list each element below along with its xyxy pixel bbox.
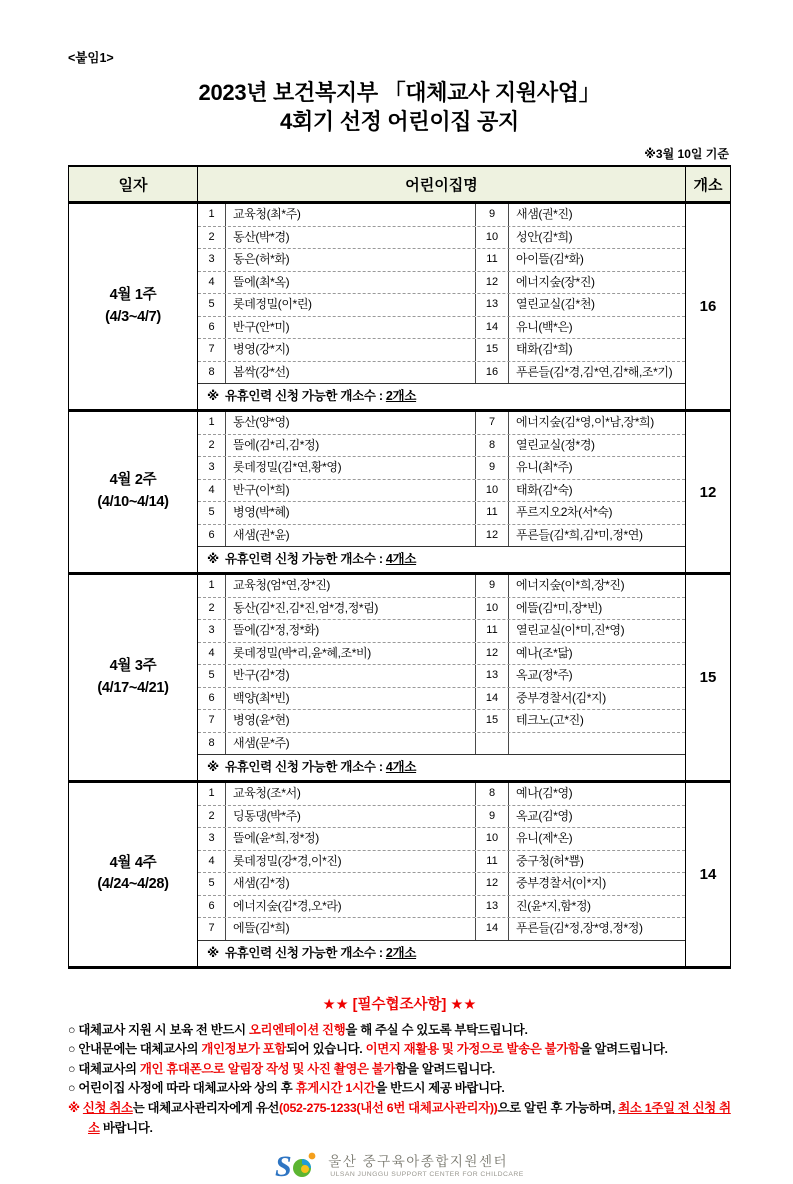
week-count: 14 — [699, 865, 717, 883]
notice-item — [68, 1021, 731, 1041]
organization-logo — [68, 1148, 731, 1184]
document-title — [68, 78, 731, 136]
row-number: 1 — [198, 204, 226, 226]
notice-item — [68, 1079, 731, 1099]
notice-text: 으로 알린 후 가능하며, — [497, 1100, 619, 1115]
row-number: 10 — [476, 227, 509, 249]
center-name: 뜰에(김*리,김*정) — [226, 435, 476, 457]
week-range: (4/24~4/28) — [97, 876, 169, 893]
week-block-1 — [69, 204, 730, 412]
week-date-label — [69, 575, 197, 780]
note-value: 4개소 — [385, 760, 417, 775]
table-row — [198, 575, 685, 597]
row-number: 5 — [198, 665, 226, 687]
center-name: 옥교(김*영) — [516, 808, 573, 823]
center-name: 태화(김*숙) — [516, 482, 573, 497]
row-number: 15 — [476, 339, 509, 361]
table-row — [198, 316, 685, 339]
center-name: 교육청(엄*연,장*진) — [226, 575, 476, 597]
idle-capacity-note — [198, 940, 685, 966]
notice-text: 을 해 주실 수 있도록 부탁드립니다. — [345, 1022, 528, 1037]
note-mark: ※ — [207, 760, 219, 775]
row-number: 8 — [476, 783, 509, 805]
notice-text-red: 이면지 재활용 및 가정으로 발송은 불가함 — [365, 1042, 580, 1057]
notice-text-red-underline: 최소 1주일 전 신청 취소 — [88, 1100, 731, 1135]
center-name: 푸른들(김*정,장*영,정*정) — [516, 921, 643, 936]
center-name: 동산(박*경) — [226, 227, 476, 249]
center-name: 에너지숲(장*진) — [516, 274, 595, 289]
table-row — [198, 619, 685, 642]
week-date-label — [69, 204, 197, 409]
center-name: 푸른들(김*경,김*연,김*해,조*기) — [516, 364, 673, 379]
center-name: 유니(제*온) — [516, 831, 573, 846]
idle-capacity-note — [198, 754, 685, 780]
title-line-2: 4회기 선정 어린이집 공지 — [280, 109, 519, 135]
table-row — [198, 479, 685, 502]
notice-item — [68, 1040, 731, 1060]
schedule-table — [68, 165, 731, 969]
row-number — [476, 733, 509, 755]
table-row — [198, 248, 685, 271]
table-row — [198, 204, 685, 226]
week-block-4 — [69, 783, 730, 966]
note-value: 4개소 — [385, 552, 417, 567]
center-name: 유니(백*은) — [516, 319, 573, 334]
row-number: 13 — [476, 294, 509, 316]
notice-text: 함을 알려드립니다. — [395, 1061, 495, 1076]
center-name: 예나(조*닮) — [516, 645, 573, 660]
table-row — [198, 226, 685, 249]
row-number: 9 — [476, 806, 509, 828]
row-number: 3 — [198, 457, 226, 479]
note-mark: ※ — [207, 945, 219, 960]
center-name: 봄싹(강*선) — [226, 362, 476, 384]
center-name: 롯데정밀(김*연,황*영) — [226, 457, 476, 479]
center-name: 에너지숲(김*경,오*라) — [226, 896, 476, 918]
notice-text: ○ 어린이집 사정에 따라 대체교사와 상의 후 — [68, 1081, 296, 1096]
row-number: 4 — [198, 272, 226, 294]
table-row — [198, 434, 685, 457]
row-number: 13 — [476, 896, 509, 918]
row-number: 9 — [476, 457, 509, 479]
center-name: 동산(양*영) — [226, 412, 476, 434]
row-number: 3 — [198, 828, 226, 850]
center-name: 새샘(권*윤) — [226, 525, 476, 547]
center-name: 동산(김*진,김*진,엄*경,정*림) — [226, 598, 476, 620]
logo-text — [328, 1148, 523, 1178]
week-center-list — [197, 575, 686, 780]
note-mark: ※ — [207, 552, 219, 567]
table-row — [198, 709, 685, 732]
row-number: 3 — [198, 620, 226, 642]
row-number: 7 — [476, 412, 509, 434]
center-name: 예나(김*영) — [516, 786, 573, 801]
idle-capacity-note — [198, 383, 685, 409]
table-row — [198, 361, 685, 384]
row-number: 9 — [476, 204, 509, 226]
center-name: 열린교실(정*경) — [516, 437, 595, 452]
row-number: 7 — [198, 710, 226, 732]
week-name: 4월 1주 — [109, 286, 157, 303]
logo-s-swoosh: S — [275, 1150, 292, 1184]
logo-yellow-center — [301, 1165, 309, 1173]
table-row — [198, 827, 685, 850]
row-number: 12 — [476, 873, 509, 895]
week-name: 4월 3주 — [109, 657, 157, 674]
row-number: 2 — [198, 598, 226, 620]
week-center-list — [197, 412, 686, 572]
row-number: 10 — [476, 480, 509, 502]
center-name: 롯데정밀(박*리,윤*혜,조*비) — [226, 643, 476, 665]
week-block-2 — [69, 412, 730, 575]
week-date-label — [69, 783, 197, 966]
row-number: 8 — [198, 362, 226, 384]
note-label: 유휴인력 신청 가능한 개소수 : — [224, 945, 386, 960]
center-name: 병영(박*혜) — [226, 502, 476, 524]
table-row — [198, 412, 685, 434]
table-row — [198, 642, 685, 665]
row-number: 4 — [198, 851, 226, 873]
row-number: 12 — [476, 525, 509, 547]
center-name: 성안(김*희) — [516, 229, 573, 244]
row-number: 10 — [476, 598, 509, 620]
notice-text: ○ 대체교사 지원 시 보육 전 반드시 — [68, 1022, 249, 1037]
notice-text: ○ 안내문에는 대체교사의 — [68, 1042, 202, 1057]
mandatory-cooperation-notice — [68, 993, 731, 1139]
row-number: 14 — [476, 317, 509, 339]
center-name: 아이뜰(김*화) — [516, 252, 584, 267]
row-number: 3 — [198, 249, 226, 271]
row-number: 11 — [476, 851, 509, 873]
table-row — [198, 850, 685, 873]
organization-name-english: ULSAN JUNGGU SUPPORT CENTER FOR CHILDCARE — [330, 1171, 524, 1179]
center-name: 중구청(허*쁨) — [516, 853, 584, 868]
center-name — [509, 733, 685, 755]
center-name: 반구(안*미) — [226, 317, 476, 339]
row-number: 2 — [198, 435, 226, 457]
note-label: 유휴인력 신청 가능한 개소수 : — [224, 389, 386, 404]
table-row — [198, 872, 685, 895]
row-number: 12 — [476, 272, 509, 294]
row-number: 6 — [198, 525, 226, 547]
row-number: 15 — [476, 710, 509, 732]
table-row — [198, 895, 685, 918]
note-value: 2개소 — [385, 945, 417, 960]
center-name: 에뜰(김*미,장*빈) — [516, 600, 602, 615]
week-center-list — [197, 783, 686, 966]
center-name: 동은(허*화) — [226, 249, 476, 271]
row-number: 8 — [198, 733, 226, 755]
note-value: 2개소 — [385, 389, 417, 404]
logo-mark-icon — [275, 1148, 321, 1184]
center-name: 열린교실(이*미,진*영) — [516, 623, 625, 638]
center-name: 백양(최*빈) — [226, 688, 476, 710]
row-number: 7 — [198, 918, 226, 940]
center-name: 테크노(고*진) — [516, 713, 584, 728]
table-row — [198, 338, 685, 361]
notice-text: 는 대체교사관리자에게 유선 — [132, 1100, 280, 1115]
center-name: 에너지숲(김*영,이*남,장*희) — [516, 415, 654, 430]
center-name: 태화(김*희) — [516, 342, 573, 357]
week-range: (4/17~4/21) — [97, 679, 169, 696]
note-mark: ※ — [207, 389, 219, 404]
row-number: 9 — [476, 575, 509, 597]
center-name: 진(윤*지,함*정) — [516, 898, 591, 913]
row-number: 6 — [198, 317, 226, 339]
header-center-name: 어린이집명 — [197, 167, 686, 201]
notice-text-red-underline: 신청 취소 — [82, 1100, 133, 1115]
center-name: 뜰에(윤*희,정*정) — [226, 828, 476, 850]
row-number: 10 — [476, 828, 509, 850]
center-name: 롯데정밀(이*린) — [226, 294, 476, 316]
week-date-label — [69, 412, 197, 572]
idle-capacity-note — [198, 546, 685, 572]
table-row — [198, 293, 685, 316]
notice-item-cancellation — [68, 1099, 731, 1138]
notice-item — [68, 1060, 731, 1080]
title-line-1: 2023년 보건복지부 「대체교사 지원사업」 — [198, 80, 601, 105]
row-number: 6 — [198, 688, 226, 710]
organization-name: 울산 중구육아종합지원센터 — [328, 1154, 509, 1170]
row-number: 14 — [476, 688, 509, 710]
center-name: 병영(윤*현) — [226, 710, 476, 732]
row-number: 11 — [476, 502, 509, 524]
center-name: 새샘(문*주) — [226, 733, 476, 755]
row-number: 1 — [198, 575, 226, 597]
table-row — [198, 664, 685, 687]
center-name: 유니(최*주) — [516, 460, 573, 475]
notice-text-red: 휴게시간 1시간 — [295, 1081, 376, 1096]
row-number: 12 — [476, 643, 509, 665]
center-name: 에뜰(김*희) — [226, 918, 476, 940]
center-name: 반구(이*희) — [226, 480, 476, 502]
week-range: (4/10~4/14) — [97, 494, 169, 511]
row-number: 11 — [476, 620, 509, 642]
table-row — [198, 524, 685, 547]
center-name: 푸르지오2차(서*숙) — [516, 505, 613, 520]
row-number: 5 — [198, 294, 226, 316]
notice-text-red: 개인 휴대폰으로 알림장 작성 및 사진 촬영은 불가 — [139, 1061, 396, 1076]
row-number: 1 — [198, 783, 226, 805]
week-count: 12 — [699, 483, 717, 501]
center-name: 뜰에(최*옥) — [226, 272, 476, 294]
notice-text: 을 알려드립니다. — [579, 1042, 668, 1057]
center-name: 병영(강*지) — [226, 339, 476, 361]
week-count: 16 — [699, 298, 717, 316]
row-number: 5 — [198, 873, 226, 895]
row-number: 14 — [476, 918, 509, 940]
row-number: 5 — [198, 502, 226, 524]
row-number: 8 — [476, 435, 509, 457]
center-name: 뜰에(김*정,정*화) — [226, 620, 476, 642]
row-number: 13 — [476, 665, 509, 687]
week-name: 4월 4주 — [109, 854, 157, 871]
center-name: 중부경찰서(이*지) — [516, 876, 606, 891]
center-name: 새샘(권*진) — [516, 207, 573, 222]
center-name: 딩동댕(박*주) — [226, 806, 476, 828]
table-row — [198, 456, 685, 479]
notice-text-red: 개인정보가 포함 — [201, 1042, 287, 1057]
row-number: 4 — [198, 480, 226, 502]
center-name: 롯데정밀(강*경,이*진) — [226, 851, 476, 873]
center-name: 반구(김*경) — [226, 665, 476, 687]
header-count: 개소 — [693, 177, 723, 195]
header-date: 일자 — [118, 177, 148, 195]
table-row — [198, 732, 685, 755]
table-row — [198, 917, 685, 940]
week-range: (4/3~4/7) — [105, 308, 161, 325]
notice-text: 을 반드시 제공 바랍니다. — [375, 1081, 505, 1096]
attachment-label: <붙임1> — [68, 51, 114, 65]
center-name: 옥교(정*주) — [516, 668, 573, 683]
table-header-row — [69, 167, 730, 204]
notice-text: 바랍니다. — [99, 1120, 153, 1135]
notice-text: 되어 있습니다. — [286, 1042, 366, 1057]
week-center-list — [197, 204, 686, 409]
row-number: 1 — [198, 412, 226, 434]
row-number: 11 — [476, 249, 509, 271]
center-name: 새샘(김*정) — [226, 873, 476, 895]
table-row — [198, 783, 685, 805]
table-row — [198, 271, 685, 294]
center-name: 열린교실(김*천) — [516, 297, 595, 312]
as-of-date-note: ※3월 10일 기준 — [644, 147, 729, 162]
center-name: 교육청(최*주) — [226, 204, 476, 226]
row-number: 4 — [198, 643, 226, 665]
row-number: 2 — [198, 806, 226, 828]
center-name: 에너지숲(이*희,장*진) — [516, 578, 625, 593]
center-name: 교육청(조*서) — [226, 783, 476, 805]
table-row — [198, 687, 685, 710]
row-number: 6 — [198, 896, 226, 918]
week-name: 4월 2주 — [109, 472, 157, 489]
center-name: 중부경찰서(김*지) — [516, 690, 606, 705]
row-number: 2 — [198, 227, 226, 249]
note-label: 유휴인력 신청 가능한 개소수 : — [224, 552, 386, 567]
notice-title: ★★ [필수협조사항] ★★ — [322, 996, 477, 1013]
table-row — [198, 597, 685, 620]
logo-orange-dot — [309, 1153, 316, 1160]
table-row — [198, 501, 685, 524]
note-label: 유휴인력 신청 가능한 개소수 : — [224, 760, 386, 775]
notice-text-red: 오리엔테이션 진행 — [248, 1022, 346, 1037]
table-row — [198, 805, 685, 828]
notice-text: ○ 대체교사의 — [68, 1061, 140, 1076]
week-count: 15 — [699, 669, 717, 687]
notice-phone-number: (052-275-1233(내선 6번 대체교사관리자)) — [279, 1100, 498, 1115]
row-number: 16 — [476, 362, 509, 384]
week-block-3 — [69, 575, 730, 783]
row-number: 7 — [198, 339, 226, 361]
center-name: 푸른들(김*희,김*미,정*연) — [516, 527, 643, 542]
notice-text-red: ※ — [68, 1100, 83, 1115]
